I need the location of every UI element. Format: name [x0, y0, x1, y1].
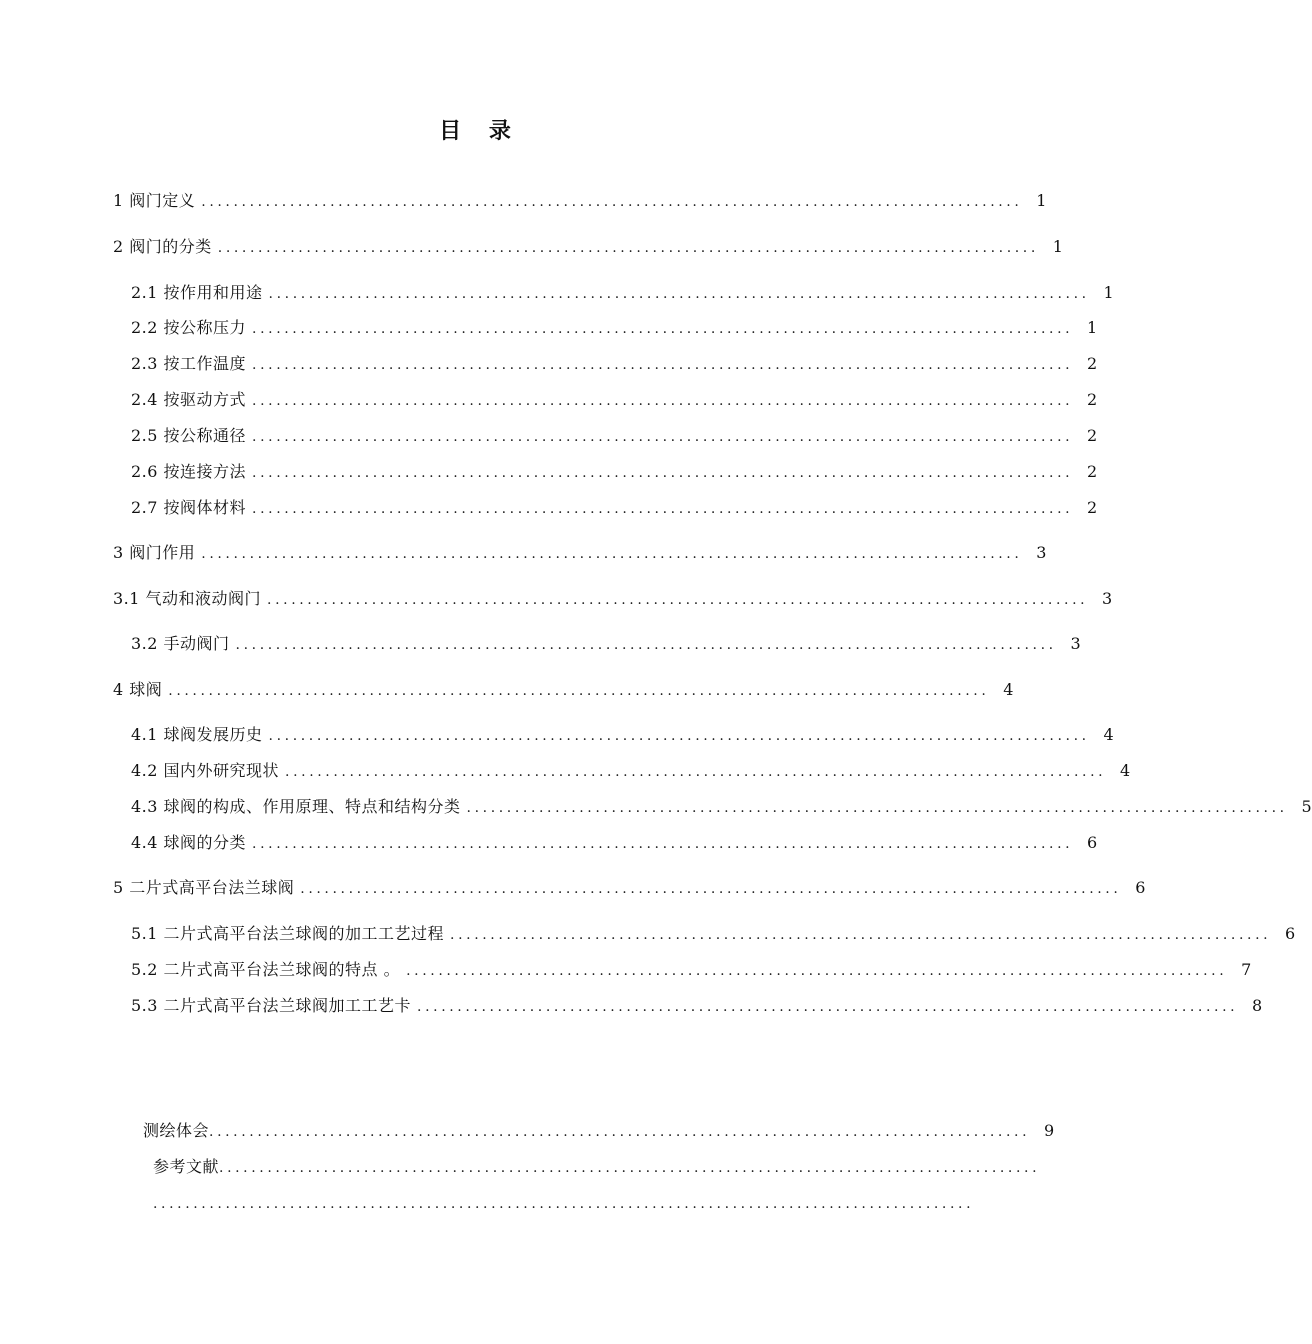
toc-entry[interactable] [131, 352, 1098, 376]
toc-dot-leader: ...................................................................................................... [252, 501, 1074, 517]
toc-page-number: 7 [1241, 960, 1252, 979]
toc-page-number: 3 [1070, 634, 1081, 653]
toc-entry-label: 1 阀门定义 [113, 191, 196, 210]
toc-dot-leader-continuation: ...................................................................................................... [153, 1196, 975, 1212]
toc-dot-leader: ...................................................................................................... [417, 999, 1239, 1015]
toc-page-number: 6 [1284, 924, 1296, 943]
toc-entry[interactable] [113, 235, 1063, 259]
toc-dot-leader: ...................................................................................................... [252, 836, 1074, 852]
toc-entry[interactable] [131, 994, 1263, 1018]
toc-entry-label: 4.4 球阀的分类 [131, 833, 247, 852]
toc-entry[interactable] [113, 587, 1113, 611]
toc-dot-leader: ...................................................................................................... [235, 637, 1057, 653]
toc-page-number: 1 [1086, 318, 1098, 337]
toc-entry-label: 4.2 国内外研究现状 [131, 761, 280, 780]
toc-page-number: 1 [1052, 237, 1063, 256]
toc-page-number: 1 [1036, 191, 1047, 210]
toc-page-number: 4 [1103, 725, 1114, 744]
toc-entry[interactable] [131, 316, 1098, 340]
toc-entry-label: 3.2 手动阀门 [131, 634, 230, 653]
toc-dot-leader: ...................................................................................................... [252, 357, 1074, 373]
toc-dot-leader: ...................................................................................................... [450, 927, 1272, 943]
toc-dot-leader: ...................................................................................................... [267, 592, 1089, 608]
toc-entry[interactable] [131, 424, 1098, 448]
toc-entry-label: 2.6 按连接方法 [131, 462, 247, 481]
toc-entry-label: 4.1 球阀发展历史 [131, 725, 263, 744]
toc-entry[interactable] [131, 460, 1098, 484]
toc-entry[interactable] [131, 922, 1296, 946]
toc-page-number: 4 [1003, 680, 1014, 699]
toc-dot-leader: ...................................................................................................... [268, 728, 1090, 744]
toc-title: 目 录 [439, 119, 521, 144]
toc-page-number: 2 [1086, 462, 1098, 481]
toc-dot-leader: ...................................................................................................... [219, 1160, 1041, 1176]
toc-entry[interactable] [131, 723, 1114, 747]
toc-entry[interactable] [143, 1119, 1055, 1143]
toc-entry[interactable] [131, 281, 1114, 305]
toc-dot-leader: ...................................................................................................... [252, 393, 1074, 409]
toc-dot-leader: ...................................................................................................... [201, 194, 1023, 210]
toc-entry-label: 2.4 按驱动方式 [131, 390, 247, 409]
toc-dot-leader: ...................................................................................................... [406, 963, 1228, 979]
toc-entry[interactable] [131, 496, 1098, 520]
toc-entry-label: 测绘体会 [143, 1121, 210, 1140]
toc-entry[interactable] [131, 958, 1252, 982]
toc-entry-label: 2.1 按作用和用途 [131, 283, 263, 302]
toc-dot-leader: ...................................................................................................... [285, 764, 1107, 780]
toc-entry-label: 3 阀门作用 [113, 543, 196, 562]
toc-entry[interactable] [131, 795, 1312, 819]
toc-entry[interactable] [131, 831, 1098, 855]
toc-dot-leader: ...................................................................................................... [268, 286, 1090, 302]
toc-page-number: 2 [1086, 426, 1098, 445]
toc-page-number: 6 [1135, 878, 1146, 897]
toc-entry-label: 2.3 按工作温度 [131, 354, 247, 373]
toc-entry[interactable] [113, 678, 1014, 702]
toc-entry[interactable] [113, 876, 1146, 900]
toc-entry[interactable] [131, 632, 1081, 656]
toc-entry-label: 2 阀门的分类 [113, 237, 212, 256]
toc-entry-label: 5.3 二片式高平台法兰球阀加工工艺卡 [131, 996, 412, 1015]
toc-page-number: 6 [1086, 833, 1098, 852]
toc-entry-label: 5.1 二片式高平台法兰球阀的加工工艺过程 [131, 924, 445, 943]
toc-entry[interactable] [113, 541, 1047, 565]
toc-page-number: 2 [1086, 354, 1098, 373]
toc-page-number: 2 [1086, 390, 1098, 409]
toc-dot-leader: ...................................................................................................... [209, 1124, 1031, 1140]
toc-entry[interactable] [131, 388, 1098, 412]
toc-entry-label: 5.2 二片式高平台法兰球阀的特点 。 [131, 960, 401, 979]
toc-entry-label: 2.2 按公称压力 [131, 318, 247, 337]
toc-page-number: 5 [1301, 797, 1312, 816]
toc-dot-leader: ...................................................................................................... [217, 240, 1039, 256]
toc-entry-label: 4.3 球阀的构成、作用原理、特点和结构分类 [131, 797, 461, 816]
toc-page-number: 1 [1103, 283, 1114, 302]
toc-page-number: 4 [1119, 761, 1131, 780]
toc-entry[interactable] [131, 759, 1131, 783]
toc-entry-label: 3.1 气动和液动阀门 [113, 589, 262, 608]
toc-entry-label: 2.5 按公称通径 [131, 426, 247, 445]
toc-dot-leader: ...................................................................................................... [168, 683, 990, 699]
toc-dot-leader: ...................................................................................................... [300, 881, 1122, 897]
toc-page-number: 3 [1036, 543, 1047, 562]
toc-entry[interactable] [113, 189, 1047, 213]
toc-page-number: 3 [1101, 589, 1113, 608]
toc-entry-label: 5 二片式高平台法兰球阀 [113, 878, 295, 897]
toc-entry-label: 参考文献 [153, 1157, 220, 1176]
toc-entry[interactable] [153, 1155, 1041, 1179]
toc-dot-leader: ...................................................................................................... [466, 800, 1288, 816]
toc-page-number: 2 [1086, 498, 1098, 517]
toc-dot-leader: ...................................................................................................... [252, 465, 1074, 481]
toc-dot-leader: ...................................................................................................... [252, 321, 1074, 337]
toc-dot-leader: ...................................................................................................... [201, 546, 1023, 562]
toc-entry-label: 2.7 按阀体材料 [131, 498, 247, 517]
toc-page-number: 9 [1043, 1121, 1055, 1140]
toc-dot-leader: ...................................................................................................... [252, 429, 1074, 445]
toc-page-number: 8 [1251, 996, 1263, 1015]
toc-entry-label: 4 球阀 [113, 680, 163, 699]
